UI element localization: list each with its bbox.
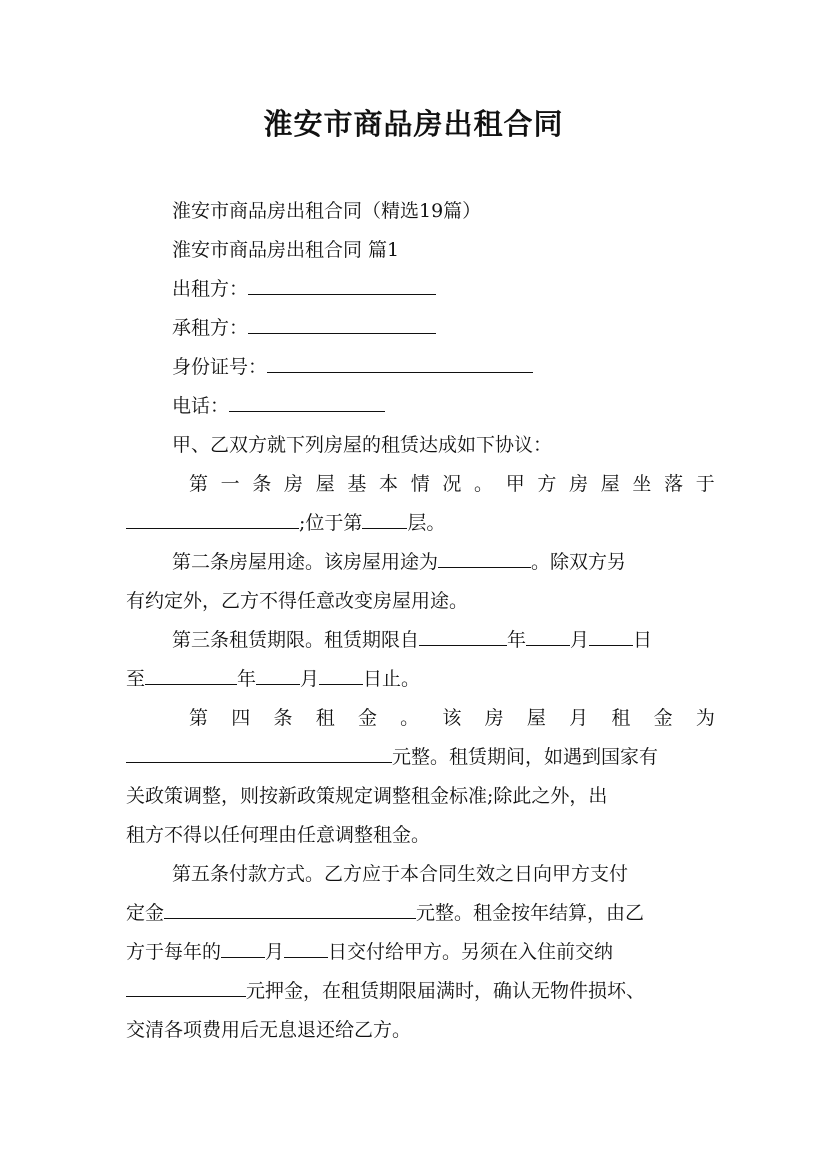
lessor-line bbox=[172, 277, 436, 301]
payment-month-blank bbox=[221, 941, 265, 958]
lessee-line bbox=[172, 316, 436, 340]
id-number-blank bbox=[267, 356, 533, 373]
deposit-amount-blank bbox=[164, 902, 416, 919]
article-2-line-2: 有约定外，乙方不得任意改变房屋用途。 bbox=[126, 590, 469, 612]
lessee-blank bbox=[248, 317, 436, 334]
article-3-line-2: 至 年 月 日止。 bbox=[126, 668, 421, 690]
article-3-line-1: 第三条租赁期限。租赁期限自 年 月 日 bbox=[172, 629, 653, 651]
id-number-label: 身份证号： bbox=[172, 356, 268, 378]
article-5-line-5: 交清各项费用后无息退还给乙方。 bbox=[126, 1019, 412, 1041]
phone-line bbox=[172, 394, 385, 418]
floor-blank bbox=[362, 512, 407, 529]
article-4-line-2: 元整。租赁期间，如遇到国家有 bbox=[126, 745, 658, 769]
article-4-line-4: 租方不得以任何理由任意调整租金。 bbox=[126, 824, 431, 846]
payment-day-blank bbox=[284, 941, 328, 958]
phone-label: 电话： bbox=[172, 395, 230, 417]
agreement-intro: 甲、乙双方就下列房屋的租赁达成如下协议： bbox=[172, 434, 553, 456]
security-deposit-blank bbox=[126, 980, 246, 997]
start-year-blank bbox=[419, 629, 507, 646]
article-2-line-1: 第二条房屋用途。该房屋用途为 。除双方另 bbox=[172, 551, 627, 573]
start-month-blank bbox=[526, 629, 570, 646]
phone-blank bbox=[229, 395, 385, 412]
usage-blank bbox=[438, 551, 531, 568]
article-4-line-1: 第 四 条 租 金 。 该 房 屋 月 租 金 为 bbox=[189, 707, 715, 729]
location-blank bbox=[126, 512, 299, 529]
article-1-line-2: ;位于第 层。 bbox=[126, 511, 445, 535]
lessor-blank bbox=[248, 278, 436, 295]
article-5-line-4: 元押金，在租赁期限届满时，确认无物件损坏、 bbox=[126, 979, 645, 1003]
lessor-label: 出租方： bbox=[172, 278, 249, 300]
article-5-line-3: 方于每年的 月 日交付给甲方。另须在入住前交纳 bbox=[126, 941, 614, 963]
article-1-line-1: 第 一 条 房 屋 基 本 情 况 。 甲 方 房 屋 坐 落 于 bbox=[189, 473, 715, 495]
section-heading: 淮安市商品房出租合同 篇1 bbox=[172, 239, 400, 261]
rent-amount-blank bbox=[126, 746, 392, 763]
article-5-line-2: 定金 元整。租金按年结算，由乙 bbox=[126, 902, 645, 924]
article-4-line-3: 关政策调整，则按新政策规定调整租金标准;除此之外，出 bbox=[126, 785, 608, 807]
article-5-line-1: 第五条付款方式。乙方应于本合同生效之日向甲方支付 bbox=[172, 863, 629, 885]
doc-subtitle: 淮安市商品房出租合同（精选19篇） bbox=[172, 200, 482, 222]
id-number-line bbox=[172, 355, 533, 379]
document-title: 淮安市商品房出租合同 bbox=[263, 107, 564, 141]
end-month-blank bbox=[256, 668, 300, 685]
start-day-blank bbox=[589, 629, 633, 646]
end-year-blank bbox=[145, 668, 237, 685]
end-day-blank bbox=[319, 668, 363, 685]
lessee-label: 承租方： bbox=[172, 317, 249, 339]
